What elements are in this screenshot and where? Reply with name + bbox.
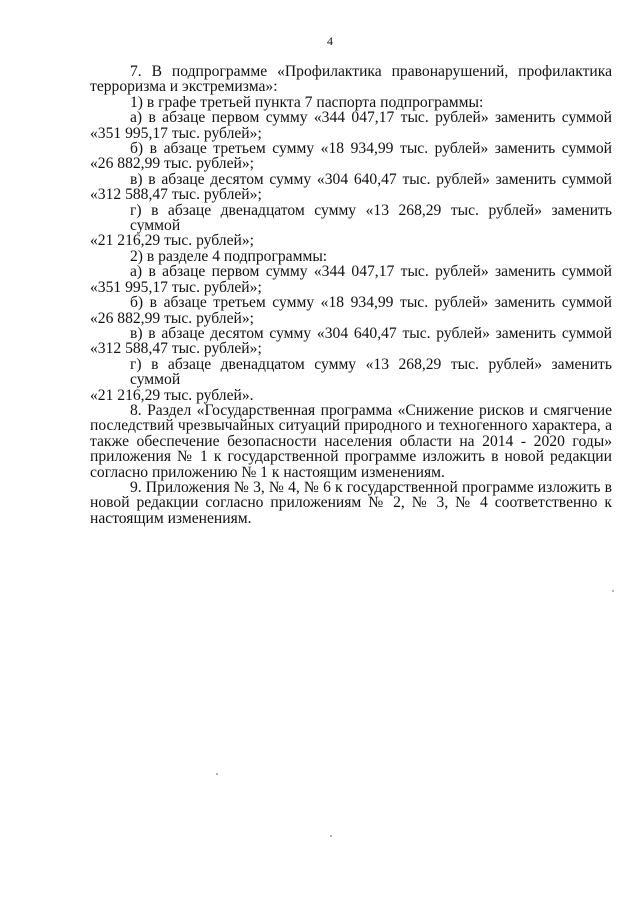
paragraph-line: г) в абзаце двенадцатом сумму «13 268,29 тыс. рублей» заменить суммой — [130, 201, 612, 235]
paragraph-line: приложения № 1 к государственной программе изложить в новой редакции — [90, 448, 612, 466]
scan-speck — [216, 773, 218, 775]
paragraph — [90, 480, 612, 526]
paragraph-line: 7. В подпрограмме «Профилактика правонарушений, профилактика — [130, 63, 612, 80]
paragraph-line: 8. Раздел «Государственная программа «Снижение рисков и смягчение — [130, 401, 612, 419]
paragraph — [90, 172, 612, 203]
paragraph — [90, 141, 612, 172]
paragraph-line: последствий чрезвычайных ситуаций природного и техногенного характера, а — [90, 417, 612, 435]
scan-speck — [330, 835, 332, 837]
paragraph — [90, 403, 612, 480]
paragraph-line: «21 216,29 тыс. рублей»; — [90, 232, 254, 250]
page-number: 4 — [327, 34, 333, 48]
paragraph-line: «351 995,17 тыс. рублей»; — [90, 124, 262, 142]
paragraph — [90, 64, 612, 95]
paragraph-line: 9. Приложения № 3, № 4, № 6 к государственной программе изложить в — [130, 478, 612, 496]
paragraph-line: «21 216,29 тыс. рублей». — [90, 386, 254, 404]
paragraph-line: настоящим изменениям. — [90, 509, 252, 527]
paragraph-line: терроризма и экстремизма»: — [90, 78, 278, 96]
paragraph — [90, 95, 612, 110]
paragraph-line: а) в абзаце первом сумму «344 047,17 тыс. рублей» заменить суммой — [130, 263, 612, 281]
paragraph-line: в) в абзаце десятом сумму «304 640,47 тыс. рублей» заменить суммой — [130, 324, 612, 342]
paragraph — [90, 295, 612, 326]
paragraph-line: «26 882,99 тыс. рублей»; — [90, 155, 254, 173]
paragraph-line: также обеспечение безопасности населения области на 2014 - 2020 годы» — [90, 432, 612, 450]
paragraph-line: новой редакции согласно приложениям № 2, № 3, № 4 соответственно к — [90, 494, 612, 512]
paragraph-line: б) в абзаце третьем сумму «18 934,99 тыс. рублей» заменить суммой — [130, 140, 612, 158]
paragraph — [90, 326, 612, 357]
paragraph — [90, 249, 612, 264]
paragraph — [90, 110, 612, 141]
paragraph-line: б) в абзаце третьем сумму «18 934,99 тыс. рублей» заменить суммой — [130, 294, 612, 312]
paragraph-line: «312 588,47 тыс. рублей»; — [90, 186, 262, 204]
document-body — [90, 64, 612, 526]
paragraph-line: «26 882,99 тыс. рублей»; — [90, 309, 254, 327]
scan-speck — [612, 590, 614, 592]
paragraph-line: а) в абзаце первом сумму «344 047,17 тыс. рублей» заменить суммой — [130, 109, 612, 127]
paragraph-line: 1) в графе третьей пункта 7 паспорта подпрограммы: — [130, 93, 484, 111]
paragraph — [90, 357, 612, 403]
paragraph-line: «312 588,47 тыс. рублей»; — [90, 340, 262, 358]
paragraph — [90, 264, 612, 295]
paragraph-line: согласно приложению № 1 к настоящим изменениям. — [90, 463, 445, 481]
paragraph — [90, 203, 612, 249]
paragraph-line: г) в абзаце двенадцатом сумму «13 268,29 тыс. рублей» заменить суммой — [130, 355, 612, 389]
paragraph-line: в) в абзаце десятом сумму «304 640,47 тыс. рублей» заменить суммой — [130, 170, 612, 188]
paragraph-line: «351 995,17 тыс. рублей»; — [90, 278, 262, 296]
paragraph-line: 2) в разделе 4 подпрограммы: — [130, 247, 328, 265]
